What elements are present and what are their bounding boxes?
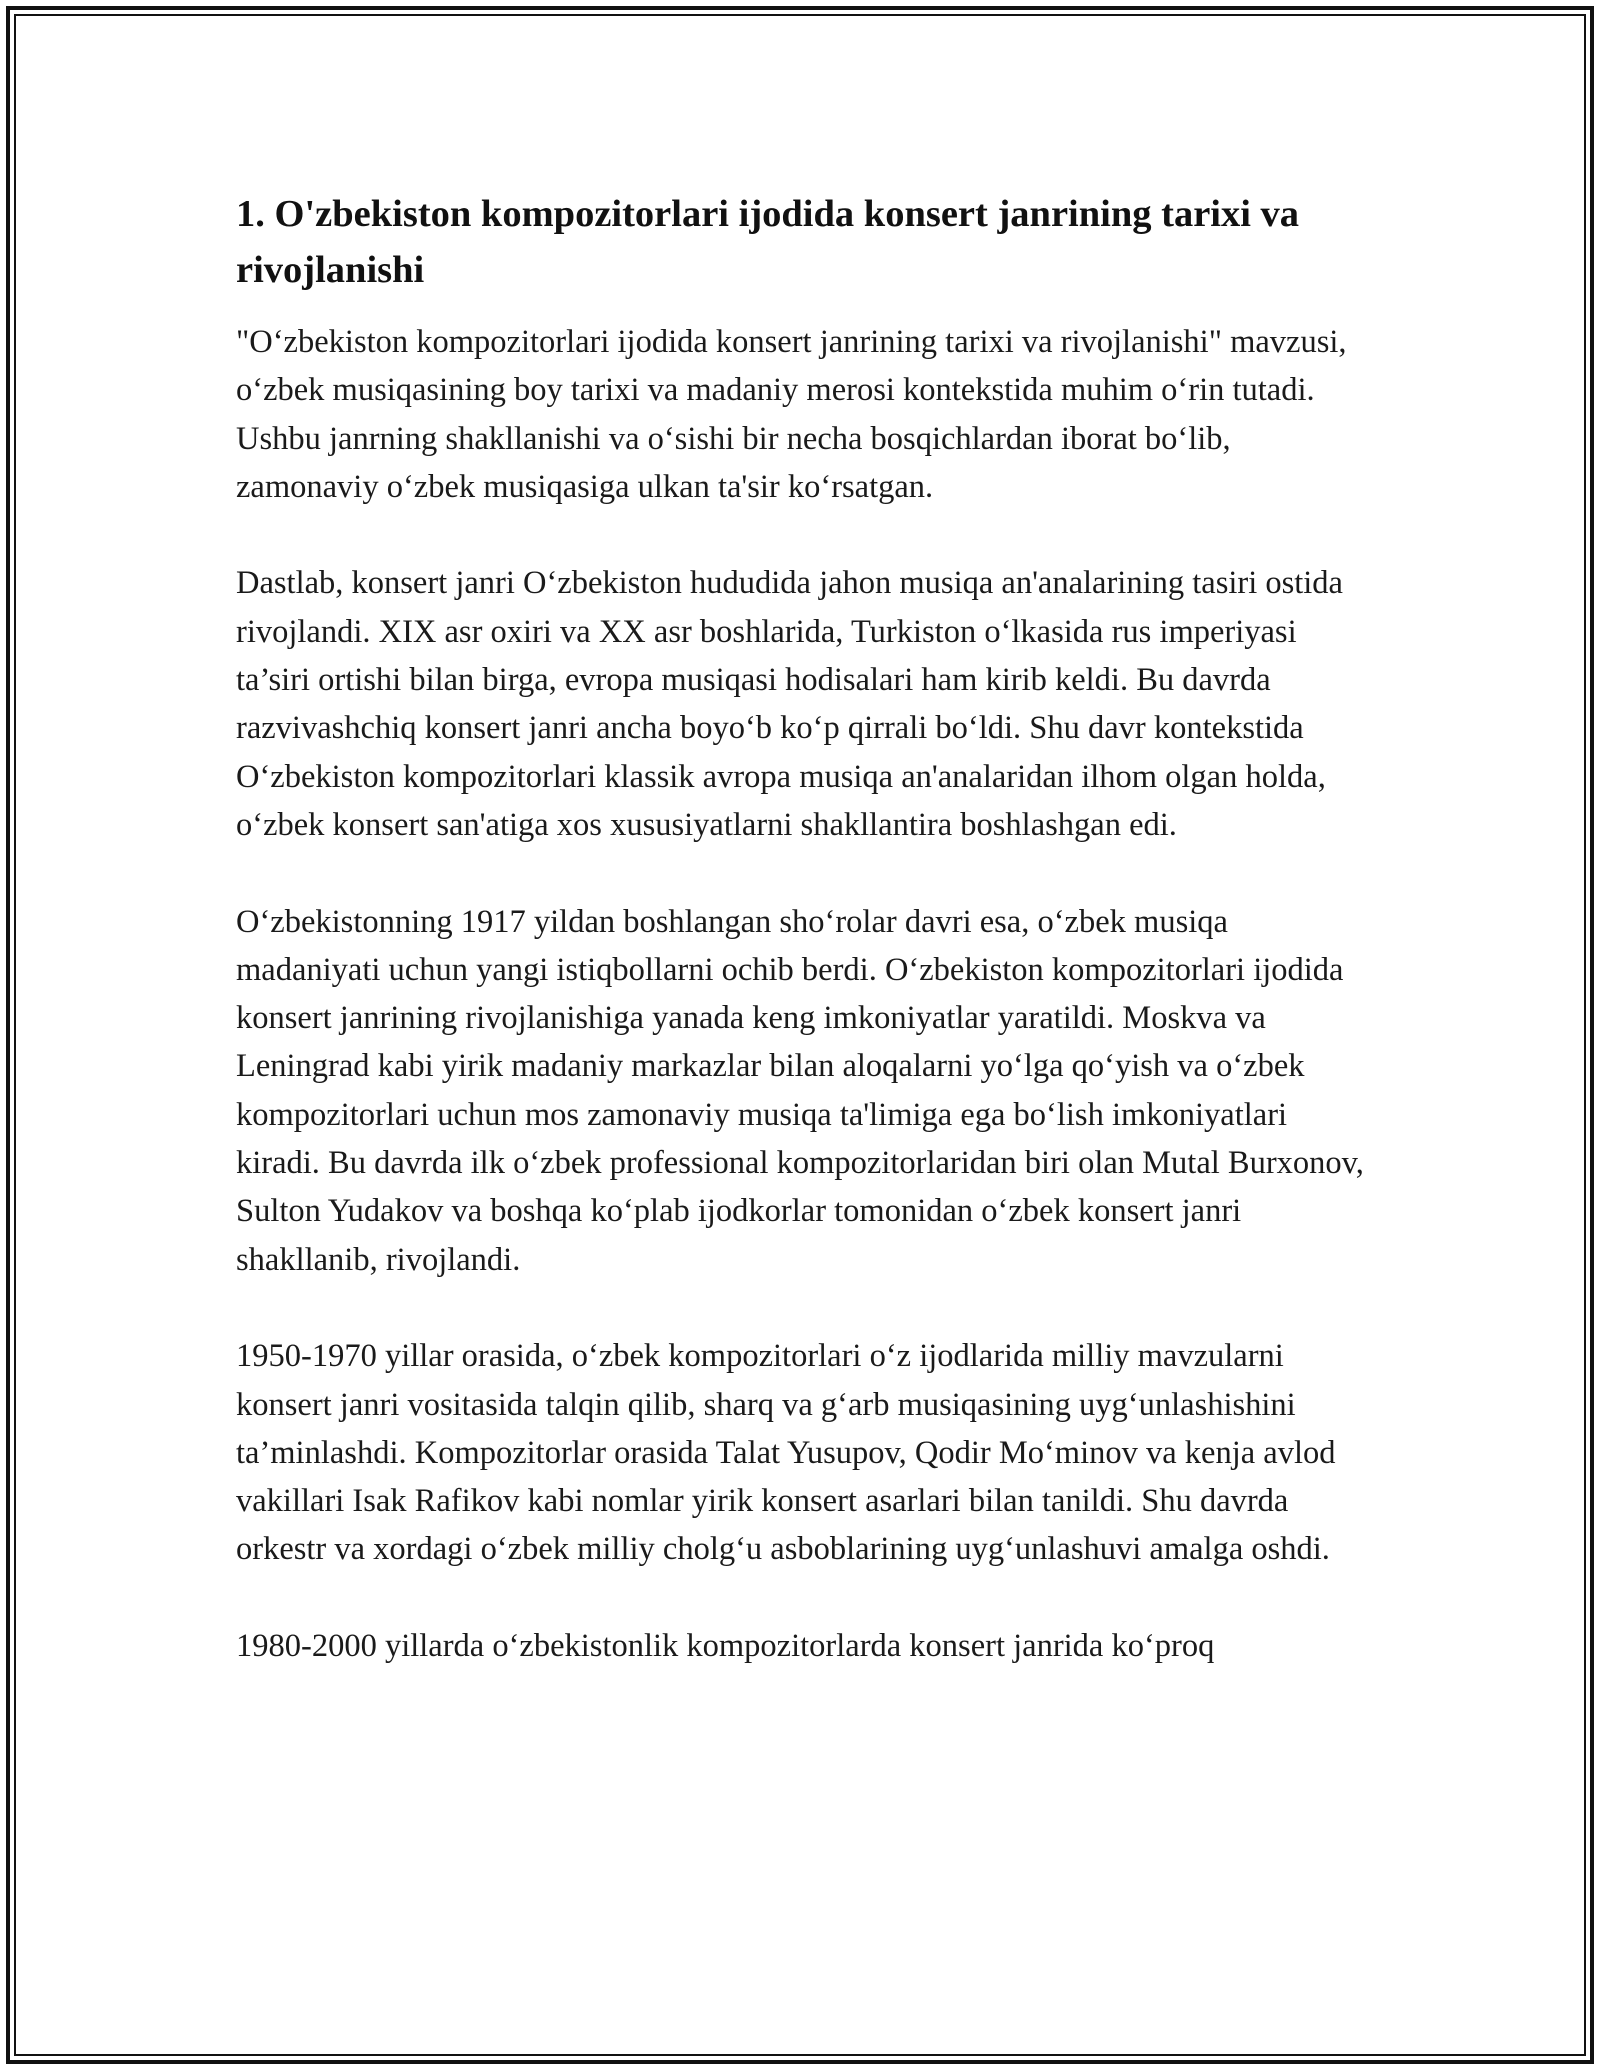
paragraph-1: "O‘zbekiston kompozitorlari ijodida konsert janrining tarixi va rivojlanishi" mavzusi, o‘zbek musiqasining boy tarixi va madaniy merosi kontekstida muhim o‘rin tutadi. Ushbu janrning shakllanishi va o‘sishi bir necha bosqichlardan iborat bo‘lib, zamonaviy o‘zbek musiqasiga ulkan ta'sir ko‘rsatgan. xyxy=(236,324,1347,505)
document-body xyxy=(236,186,1376,1719)
section-heading: 1. O'zbekiston kompozitorlari ijodida konsert janrining tarixi va rivojlanishi xyxy=(236,193,1300,291)
paragraph-3: O‘zbekistonning 1917 yildan boshlangan sho‘rolar davri esa, o‘zbek musiqa madaniyati uchun yangi istiqbollarni ochib berdi. O‘zbekiston kompozitorlari ijodida konsert janrining rivojlanishiga yanada keng imkoniyatlar yaratildi. Moskva va Leningrad kabi yirik madaniy markazlar bilan aloqalarni yo‘lga qo‘yish va o‘zbek kompozitorlari uchun mos zamonaviy musiqa ta'limiga ega bo‘lish imkoniyatlari kiradi. Bu davrda ilk o‘zbek professional kompozitorlaridan biri olan Mutal Burxonov, Sulton Yudakov va boshqa ko‘plab ijodkorlar tomonidan o‘zbek konsert janri shakllanib, rivojlandi. xyxy=(236,903,1364,1278)
paragraph-4: 1950-1970 yillar orasida, o‘zbek kompozitorlari o‘z ijodlarida milliy mavzularni konsert janri vositasida talqin qilib, sharq va g‘arb musiqasining uyg‘unlashishini ta’minlashdi. Kompozitorlar orasida Talat Yusupov, Qodir Mo‘minov va kenja avlod vakillari Isak Rafikov kabi nomlar yirik konsert asarlari bilan tanildi. Shu davrda orkestr va xordagi o‘zbek milliy cholg‘u asboblarining uyg‘unlashuvi amalga oshdi. xyxy=(236,1338,1336,1568)
paragraph-5: 1980-2000 yillarda o‘zbekistonlik kompozitorlarda konsert janrida ko‘proq xyxy=(236,1628,1215,1665)
paragraph-2: Dastlab, konsert janri O‘zbekiston hududida jahon musiqa an'analarining tasiri ostida rivojlandi. XIX asr oxiri va XX asr boshlarida, Turkiston o‘lkasida rus imperiyasi ta’siri ortishi bilan birga, evropa musiqasi hodisalari ham kirib keldi. Bu davrda razvivashchiq konsert janri ancha boyo‘b ko‘p qirrali bo‘ldi. Shu davr kontekstida O‘zbekiston kompozitorlari klassik avropa musiqa an'analaridan ilhom olgan holda, o‘zbek konsert san'atiga xos xususiyatlarni shakllantira boshlashgan edi. xyxy=(236,565,1343,843)
